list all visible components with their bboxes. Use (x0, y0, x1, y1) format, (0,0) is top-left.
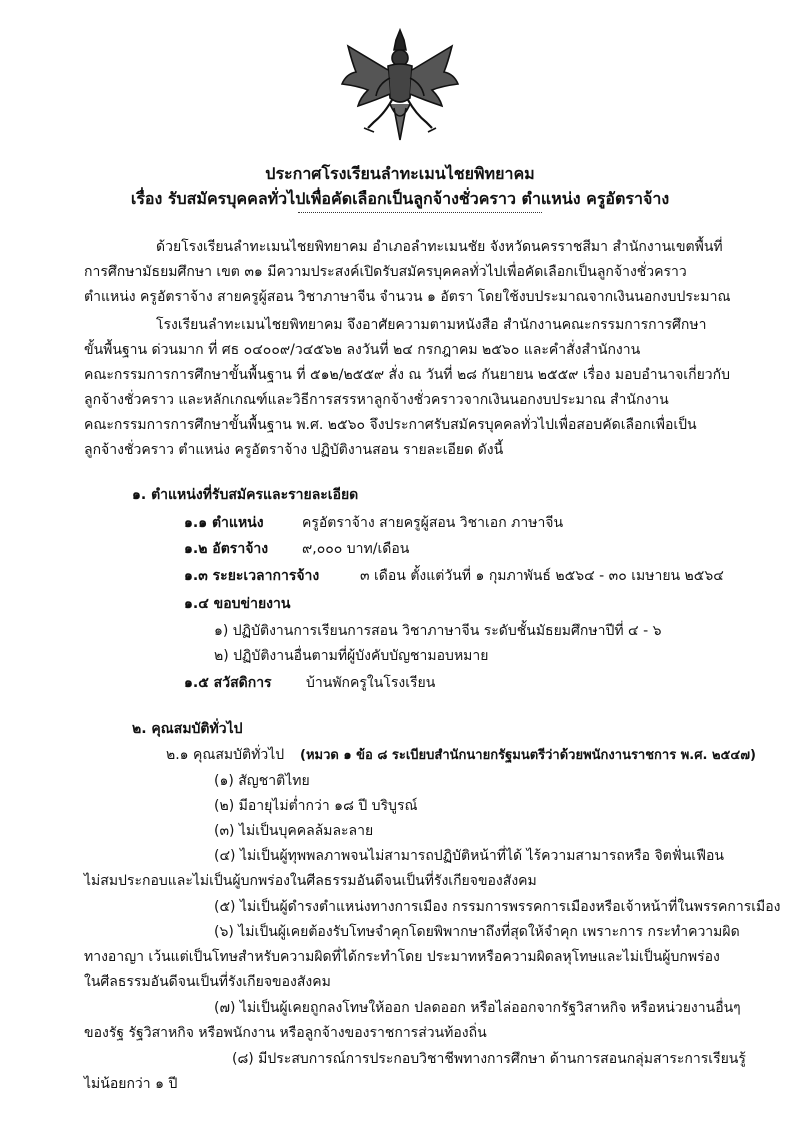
intro-line: ด้วยโรงเรียนลำทะเมนไชยพิทยาคม อำเภอลำทะเมนชัย จังหวัดนครราชสีมา สำนักงานเขตพื้นที่ (156, 239, 723, 255)
item-2-1-text: (หมวด ๑ ข้อ ๘ ระเบียบสำนักนายกรัฐมนตรีว่าด้วยพนักงานราชการ พ.ศ. ๒๕๔๗) (300, 748, 756, 763)
qualification-item: (๓) ไม่เป็นบุคคลล้มละลาย (214, 823, 374, 839)
intro-line: คณะกรรมการการศึกษาขั้นพื้นฐาน ที่ ๕๑๒/๒๕๕๙ สั่ง ณ วันที่ ๒๘ กันยายน ๒๕๕๙ เรื่อง มอบอำนาจเกี่ยวกับ (84, 367, 730, 383)
item-1-5-label: ๑.๕ สวัสดิการ (184, 675, 272, 691)
qualification-item: (๑) สัญชาติไทย (214, 773, 310, 789)
qualification-item: (๕) ไม่เป็นผู้ดำรงตำแหน่งทางการเมือง กรรมการพรรคการเมืองหรือเจ้าหน้าที่ในพรรคการเมือง (214, 899, 781, 915)
qualification-item: (๘) มีประสบการณ์การประกอบวิชาชีพทางการศึกษา ด้านการสอนกลุ่มสาระการเรียนรู้ (232, 1051, 746, 1067)
item-1-1-label: ๑.๑ ตำแหน่ง (184, 515, 264, 531)
qualification-item: (๔) ไม่เป็นผู้ทุพพลภาพจนไม่สามารถปฏิบัติหน้าที่ได้ ไร้ความสามารถหรือ จิตฟั่นเฟือน (214, 848, 724, 864)
item-1-2-text: ๙,๐๐๐ บาท/เดือน (302, 541, 410, 557)
intro-line: โรงเรียนลำทะเมนไชยพิทยาคม จึงอาศัยความตามหนังสือ สำนักงานคณะกรรมการการศึกษา (156, 317, 707, 333)
item-1-3-text: ๓ เดือน ตั้งแต่วันที่ ๑ กุมภาพันธ์ ๒๕๖๔ - ๓๐ เมษายน ๒๕๖๔ (360, 568, 724, 584)
item-1-5-text: บ้านพักครูในโรงเรียน (306, 675, 436, 691)
intro-line: ลูกจ้างชั่วคราว ตำแหน่ง ครูอัตราจ้าง ปฏิบัติงานสอน รายละเอียด ดังนี้ (84, 442, 504, 458)
section-1-heading: ๑. ตำแหน่งที่รับสมัครและรายละเอียด (132, 487, 359, 503)
title-divider (298, 212, 542, 213)
qualification-item: (๒) มีอายุไม่ต่ำกว่า ๑๘ ปี บริบูรณ์ (214, 798, 418, 814)
intro-line: การศึกษามัธยมศึกษา เขต ๓๑ มีความประสงค์เปิดรับสมัครบุคคลทั่วไปเพื่อคัดเลือกเป็นลูกจ้างชั่วคราว (84, 264, 687, 280)
qualification-item: ของรัฐ รัฐวิสาหกิจ หรือพนักงาน หรือลูกจ้างของราชการส่วนท้องถิ่น (84, 1025, 487, 1041)
qualification-item: ไม่สมประกอบและไม่เป็นผู้บกพร่องในศีลธรรมอันดีจนเป็นที่รังเกียจของสังคม (84, 873, 537, 889)
intro-line: คณะกรรมการการศึกษาขั้นพื้นฐาน พ.ศ. ๒๕๖๐ จึงประกาศรับสมัครบุคคลทั่วไปเพื่อสอบคัดเลือกเพื่อเป็น (84, 417, 697, 433)
item-1-1-text: ครูอัตราจ้าง สายครูผู้สอน วิชาเอก ภาษาจีน (302, 515, 564, 531)
item-1-4-label: ๑.๔ ขอบข่ายงาน (184, 596, 291, 612)
item-1-3-label: ๑.๓ ระยะเวลาการจ้าง (184, 568, 320, 584)
qualification-item: ทางอาญา เว้นแต่เป็นโทษสำหรับความผิดที่ได้กระทำโดย ประมาทหรือความผิดลหุโทษและไม่เป็นผู้บกพร่อง (84, 949, 720, 965)
item-1-4-b: ๒) ปฏิบัติงานอื่นตามที่ผู้บังคับบัญชามอบหมาย (214, 648, 489, 664)
qualification-item: (๖) ไม่เป็นผู้เคยต้องรับโทษจำคุกโดยพิพากษาถึงที่สุดให้จำคุก เพราะการ กระทำความผิด (214, 924, 740, 940)
section-2-heading: ๒. คุณสมบัติทั่วไป (132, 721, 243, 737)
item-2-1-label: ๒.๑ คุณสมบัติทั่วไป (166, 747, 285, 763)
qualification-item: ในศีลธรรมอันดีจนเป็นที่รังเกียจของสังคม (84, 974, 331, 990)
intro-line: ตำแหน่ง ครูอัตราจ้าง สายครูผู้สอน วิชาภาษาจีน จำนวน ๑ อัตรา โดยใช้งบประมาณจากเงินนอกงบประมาณ (84, 289, 731, 305)
document-subject: เรื่อง รับสมัครบุคคลทั่วไปเพื่อคัดเลือกเป็นลูกจ้างชั่วคราว ตำแหน่ง ครูอัตราจ้าง (130, 189, 670, 208)
item-1-2-label: ๑.๒ อัตราจ้าง (184, 541, 269, 557)
intro-line: ลูกจ้างชั่วคราว และหลักเกณฑ์และวิธีการสรรหาลูกจ้างชั่วคราวจากเงินนอกงบประมาณ สำนักงาน (84, 392, 669, 408)
intro-line: ขั้นพื้นฐาน ด่วนมาก ที่ ศธ ๐๔๐๐๙/ว๔๕๖๒ ลงวันที่ ๒๔ กรกฎาคม ๒๕๖๐ และคำสั่งสำนักงาน (84, 342, 641, 358)
document-title: ประกาศโรงเรียนลำทะเมนไชยพิทยาคม (265, 164, 535, 183)
qualification-item: (๗) ไม่เป็นผู้เคยถูกลงโทษให้ออก ปลดออก หรือไล่ออกจากรัฐวิสาหกิจ หรือหน่วยงานอื่นๆ (214, 1000, 741, 1016)
garuda-emblem-icon (338, 28, 462, 144)
item-1-4-a: ๑) ปฏิบัติงานการเรียนการสอน วิชาภาษาจีน ระดับชั้นมัธยมศึกษาปีที่ ๔ - ๖ (214, 623, 662, 639)
qualification-item: ไม่น้อยกว่า ๑ ปี (84, 1076, 178, 1092)
